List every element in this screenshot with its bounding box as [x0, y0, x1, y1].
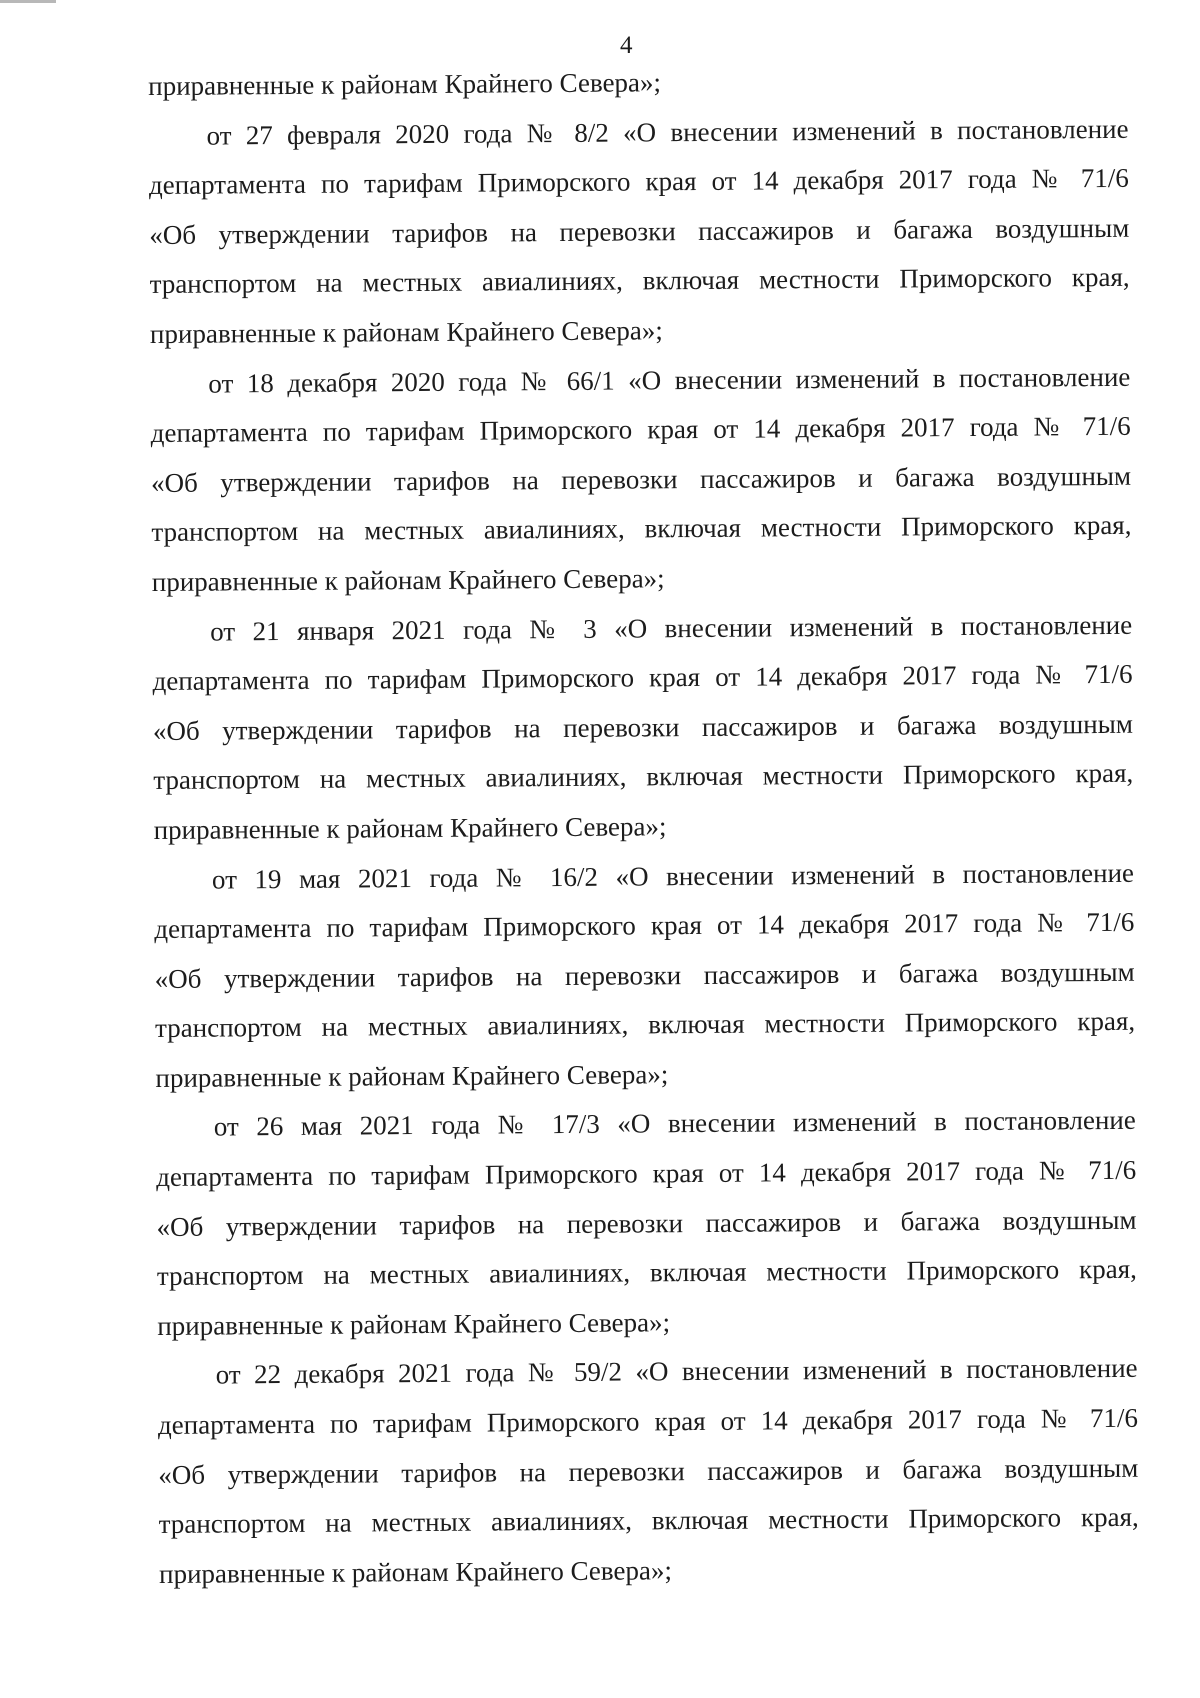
paragraph-line: транспортом на местных авиалиниях, включая местности Приморского края, — [153, 758, 1134, 796]
paragraph-first-line: от 21 января 2021 года № 3 «О внесении изменений в постановление — [210, 609, 1133, 647]
paragraph-line: департамента по тарифам Приморского края от 14 декабря 2017 года № 71/6 — [154, 906, 1135, 945]
paragraph-last-line: приравненные к районам Крайнего Севера»; — [151, 563, 665, 597]
document-body — [148, 55, 1139, 1600]
paragraph-line: «Об утверждении тарифов на перевозки пассажиров и багажа воздушным — [154, 956, 1135, 994]
page-number: 4 — [620, 32, 633, 59]
paragraph-line: департамента по тарифам Приморского края от 14 декабря 2017 года № 71/6 — [148, 163, 1129, 201]
paragraph-line: транспортом на местных авиалиниях, включая местности Приморского края, — [154, 1006, 1136, 1044]
scan-edge-mark — [0, 0, 56, 3]
paragraph-last-line: приравненные к районам Крайнего Севера»; — [155, 1059, 669, 1093]
paragraph-line: транспортом на местных авиалиниях, включая местности Приморского края, — [151, 510, 1132, 548]
paragraph-last-line: приравненные к районам Крайнего Севера»; — [153, 811, 667, 845]
paragraph-line: департамента по тарифам Приморского края от 14 декабря 2017 года № 71/6 — [156, 1154, 1137, 1193]
paragraph-line: департамента по тарифам Приморского края от 14 декабря 2017 года № 71/6 — [157, 1402, 1139, 1440]
paragraph-last-line: приравненные к районам Крайнего Севера»; — [148, 67, 662, 101]
paragraph-line: транспортом на местных авиалиниях, включая местности Приморского края, — [156, 1254, 1137, 1292]
paragraph-line: «Об утверждении тарифов на перевозки пассажиров и багажа воздушным — [158, 1452, 1139, 1490]
paragraph-line: департамента по тарифам Приморского края от 14 декабря 2017 года № 71/6 — [152, 658, 1133, 697]
paragraph-last-line: приравненные к районам Крайнего Севера»; — [157, 1307, 671, 1341]
paragraph-line: транспортом на местных авиалиниях, включая местности Приморского края, — [158, 1501, 1139, 1540]
paragraph-last-line: приравненные к районам Крайнего Севера»; — [149, 315, 663, 349]
paragraph-first-line: от 27 февраля 2020 года № 8/2 «О внесении изменений в постановление — [206, 113, 1129, 151]
paragraph-line: «Об утверждении тарифов на перевозки пассажиров и багажа воздушным — [150, 460, 1132, 498]
paragraph-line: «Об утверждении тарифов на перевозки пассажиров и багажа воздушным — [149, 212, 1130, 250]
paragraph-first-line: от 26 мая 2021 года № 17/3 «О внесении изменений в постановление — [213, 1105, 1136, 1143]
paragraph-line: транспортом на местных авиалиниях, включая местности Приморского края, — [149, 262, 1130, 300]
paragraph-last-line: приравненные к районам Крайнего Севера»; — [158, 1555, 673, 1589]
paragraph-first-line: от 19 мая 2021 года № 16/2 «О внесении изменений в постановление — [211, 857, 1135, 895]
paragraph-first-line: от 18 декабря 2020 года № 66/1 «О внесении изменений в постановление — [208, 361, 1131, 399]
paragraph-line: «Об утверждении тарифов на перевозки пассажиров и багажа воздушным — [152, 708, 1133, 746]
paragraph-line: «Об утверждении тарифов на перевозки пассажиров и багажа воздушным — [156, 1204, 1137, 1242]
paragraph-first-line: от 22 декабря 2021 года № 59/2 «О внесении изменений в постановление — [215, 1353, 1138, 1390]
paragraph-line: департамента по тарифам Приморского края от 14 декабря 2017 года № 71/6 — [150, 410, 1131, 449]
